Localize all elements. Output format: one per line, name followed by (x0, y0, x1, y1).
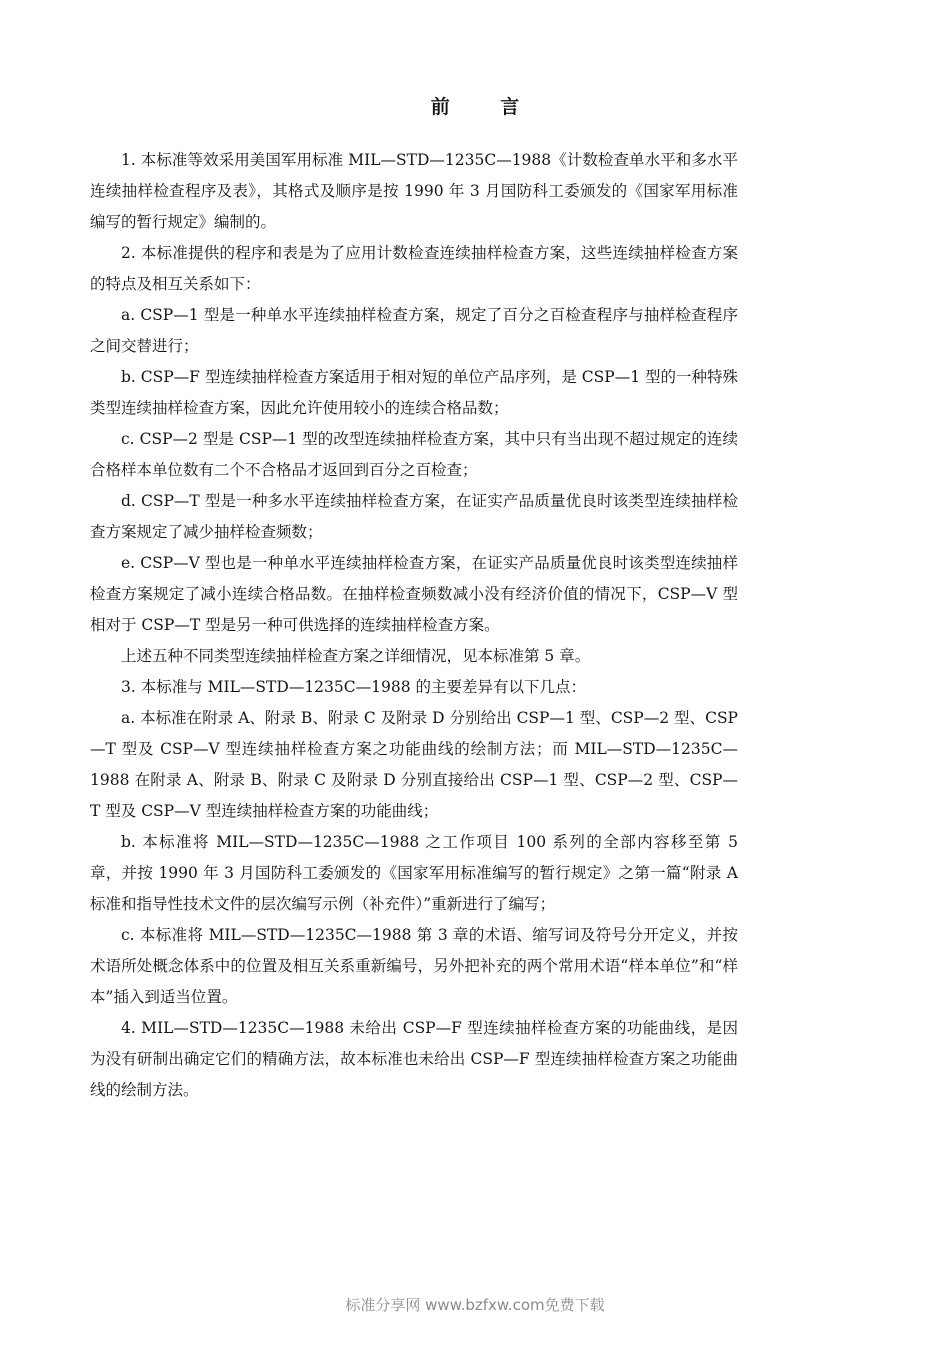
paragraph-4: 4. MIL—STD—1235C—1988 未给出 CSP—F 型连续抽样检查方案的功能曲线，是因为没有研制出确定它们的精确方法，故本标准也未给出 CSP—F 型连续抽样检查方案之功能曲线的绘制方法。 (90, 1019, 738, 1099)
paragraph-3b: b. 本标准将 MIL—STD—1235C—1988 之工作项目 100 系列的全部内容移至第 5 章，并按 1990 年 3 月国防科工委颁发的《国家军用标准编写的暂行规定》之第一篇“附录 A 标准和指导性技术文件的层次编写示例（补充件）”重新进行了编写； (90, 833, 738, 913)
paragraph-2: 2. 本标准提供的程序和表是为了应用计数检查连续抽样检查方案，这些连续抽样检查方案的特点及相互关系如下： (90, 244, 738, 293)
paragraph-3c: c. 本标准将 MIL—STD—1235C—1988 第 3 章的术语、缩写词及符号分开定义，并按术语所处概念体系中的位置及相互关系重新编号，另外把补充的两个常用术语“样本单位”和“样本”插入到适当位置。 (90, 926, 738, 1006)
paragraph-3: 3. 本标准与 MIL—STD—1235C—1988 的主要差异有以下几点： (121, 678, 586, 696)
paragraph-1: 1. 本标准等效采用美国军用标准 MIL—STD—1235C—1988《计数检查单水平和多水平连续抽样检查程序及表》，其格式及顺序是按 1990 年 3 月国防科工委颁发的《国家军用标准编写的暂行规定》编制的。 (90, 151, 738, 231)
paragraph-summary: 上述五种不同类型连续抽样检查方案之详细情况，见本标准第 5 章。 (121, 647, 591, 665)
paragraph-2e: e. CSP—V 型也是一种单水平连续抽样检查方案，在证实产品质量优良时该类型连续抽样检查方案规定了减小连续合格品数。在抽样检查频数减小没有经济价值的情况下，CSP—V 型相对于 CSP—T 型是另一种可供选择的连续抽样检查方案。 (90, 554, 738, 634)
watermark-footer: 标准分享网 www.bzfxw.com免费下载 (345, 1296, 605, 1314)
page-title: 前 言 (430, 96, 542, 118)
paragraph-2d: d. CSP—T 型是一种多水平连续抽样检查方案，在证实产品质量优良时该类型连续抽样检查方案规定了减少抽样检查频数； (90, 492, 738, 541)
paragraph-2c: c. CSP—2 型是 CSP—1 型的改型连续抽样检查方案，其中只有当出现不超过规定的连续合格样本单位数有二个不合格品才返回到百分之百检查； (90, 430, 738, 479)
paragraph-3a: a. 本标准在附录 A、附录 B、附录 C 及附录 D 分别给出 CSP—1 型、CSP—2 型、CSP—T 型及 CSP—V 型连续抽样检查方案之功能曲线的绘制方法；而 MIL—STD—1235C—1988 在附录 A、附录 B、附录 C 及附录 D 分别直接给出 CSP—1 型、CSP—2 型、CSP—T 型及 CSP—V 型连续抽样检查方案的功能曲线； (90, 709, 738, 820)
paragraph-2b: b. CSP—F 型连续抽样检查方案适用于相对短的单位产品序列，是 CSP—1 型的一种特殊类型连续抽样检查方案，因此允许使用较小的连续合格品数； (90, 368, 738, 417)
paragraph-2a: a. CSP—1 型是一种单水平连续抽样检查方案，规定了百分之百检查程序与抽样检查程序之间交替进行； (90, 306, 738, 355)
foreword-body (90, 145, 738, 1106)
